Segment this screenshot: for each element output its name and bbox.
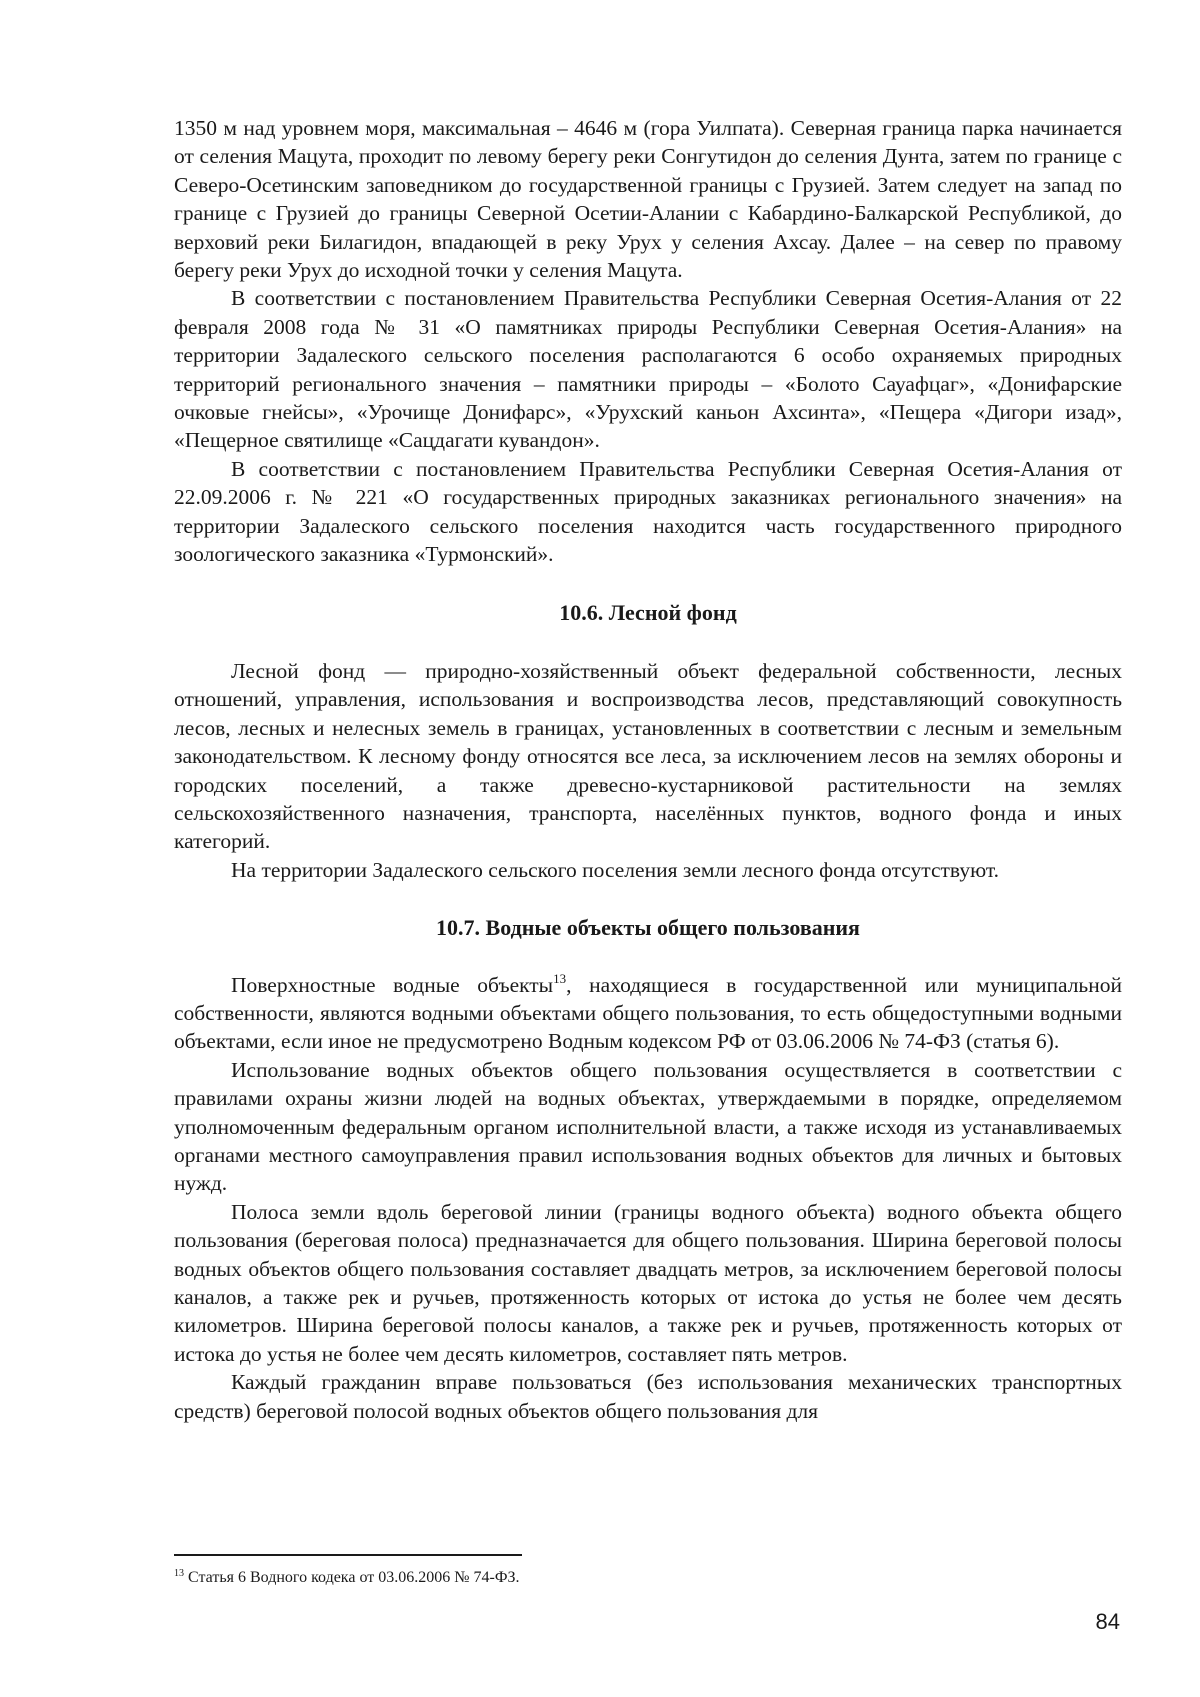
paragraph: Лесной фонд — природно-хозяйственный объект федеральной собственности, лесных отношений, управления, использования и воспроизводства лесов, представляющий совокупность лесов, лесных и нелесных земель в границах, установленных в соответствии с лесным и земельным законодательством. К лесному фонду относятся все леса, за исключением лесов на землях обороны и городских поселений, а также древесно-кустарниковой растительности на землях сельскохозяйственного назначения, транспорта, населённых пунктов, водного фонда и иных категорий. — [174, 658, 1122, 854]
paragraph: На территории Задалеского сельского поселения земли лесного фонда отсутствуют. — [231, 857, 999, 882]
paragraph: Полоса земли вдоль береговой линии (границы водного объекта) водного объекта общего пользования (береговая полоса) предназначается для общего пользования. Ширина береговой полосы водных объектов общего пользования составляет двадцать метров, за исключением береговой полосы каналов, а также рек и ручьев, протяженность которых от истока до устья не более чем десять километров. Ширина береговой полосы каналов, а также рек и ручьев, протяженность которых от истока до устья не более чем десять километров, составляет пять метров. — [174, 1199, 1122, 1366]
footnote — [174, 1568, 519, 1588]
footnote-number: 13 — [174, 1568, 184, 1579]
paragraph: В соответствии с постановлением Правительства Республики Северная Осетия-Алания от 22 февраля 2008 года № 31 «О памятниках природы Республики Северная Осетия-Алания» на территории Задалеского сельского поселения располагаются 6 особо охраняемых природных территорий регионального значения – памятники природы – «Болото Сауафцаг», «Донифарские очковые гнейсы», «Урочище Донифарс», «Урухский каньон Ахсинта», «Пещера «Дигори изад», «Пещерное святилище «Сацдагати кувандон». — [174, 286, 1122, 453]
paragraph-text: , находящиеся в государственной или муниципальной собственности, являются водными объектами общего пользования, то есть общедоступными водными объектами, если иное не предусмотрено Водным кодексом РФ от 03.06.2006 № 74-ФЗ (статья 6). — [174, 972, 1122, 1054]
footnote-divider — [174, 1554, 522, 1556]
paragraph: Каждый гражданин вправе пользоваться (без использования механических транспортных средств) береговой полосой водных объектов общего пользования для — [174, 1370, 1122, 1423]
page-number: 84 — [1095, 1609, 1120, 1634]
footnote-reference[interactable]: 13 — [553, 970, 567, 986]
section-heading: 10.6. Лесной фонд — [559, 599, 737, 625]
paragraph-text: Поверхностные водные объекты — [231, 972, 554, 997]
paragraph: 1350 м над уровнем моря, максимальная – 4646 м (гора Уилпата). Северная граница парка начинается от селения Мацута, проходит по левому берегу реки Сонгутидон до селения Дунта, затем по границе с Северо-Осетинским заповедником до государственной границы с Грузией. Затем следует на запад по границе с Грузией до границы Северной Осетии-Алании с Кабардино-Балкарской Республикой, до верховий реки Билагидон, впадающей в реку Урух у селения Ахсау. Далее – на север по правому берегу реки Урух до исходной точки у селения Мацута. — [174, 116, 1122, 283]
paragraph: В соответствии с постановлением Правительства Республики Северная Осетия-Алания от 22.09.2006 г. № 221 «О государственных природных заказниках регионального значения» на территории Задалеского сельского поселения находится часть государственного природного зоологического заказника «Турмонский». — [174, 456, 1122, 567]
footnote-text: Статья 6 Водного кодека от 03.06.2006 № 74-ФЗ. — [184, 1569, 520, 1586]
paragraph: Использование водных объектов общего пользования осуществляется в соответствии с правилами охраны жизни людей на водных объектах, утверждаемыми в порядке, определяемом уполномоченным федеральным органом исполнительной власти, а также исходя из устанавливаемых органами местного самоуправления правил использования водных объектов для личных и бытовых нужд. — [174, 1057, 1122, 1196]
paragraph — [174, 971, 1122, 1056]
section-heading: 10.7. Водные объекты общего пользования — [436, 915, 860, 941]
document-body — [174, 114, 1122, 1425]
